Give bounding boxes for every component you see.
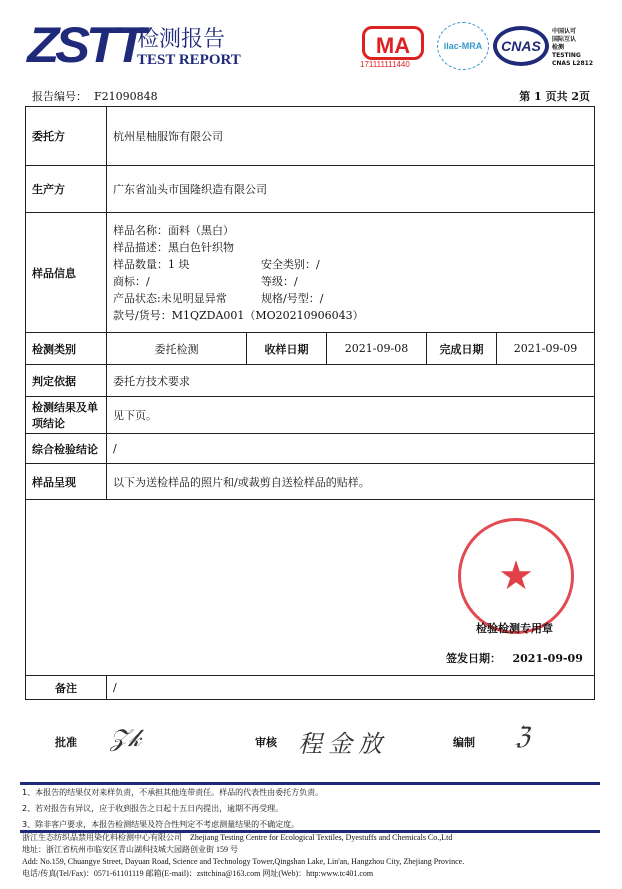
note: 2、若对报告有异议，应于收到报告之日起十五日内提出，逾期不再受理。 [22, 804, 284, 813]
address-cn: 地址：浙江省杭州市临安区青山湖科技城大园路创业街 159 号 [22, 845, 238, 854]
completed-label: 完成日期 [427, 333, 497, 365]
sign-date: 2021-09-09 [512, 652, 583, 665]
approve-label: 批准 [55, 736, 77, 749]
ilac-logo: ilac-MRA [437, 22, 489, 70]
results-value: 见下页。 [107, 397, 595, 434]
sample-area [26, 500, 595, 676]
product-status: 产品状态:未见明显异常 [113, 291, 227, 305]
report-number-label: 报告编号： [32, 90, 87, 103]
overall-value: / [107, 434, 595, 464]
approve-signature: 𝒵𝓀 [110, 724, 142, 752]
review-signature: 程金放 [298, 730, 388, 758]
presentation-label: 样品呈现 [26, 464, 107, 500]
sample-label: 样品信息 [26, 213, 107, 333]
grade: 等级：/ [261, 274, 298, 288]
review-label: 审核 [255, 736, 277, 749]
title-en: TEST REPORT [137, 52, 241, 68]
manufacturer-label: 生产方 [26, 166, 107, 213]
safety-category: 安全类别：/ [261, 257, 320, 271]
received-date: 2021-09-08 [327, 333, 427, 365]
cnas-line: 中国认可 [552, 28, 577, 35]
client-label: 委托方 [26, 107, 107, 166]
zstt-logo: ZSTT [27, 17, 142, 73]
sample-info [107, 213, 595, 333]
company-en: Zhejiang Testing Centre for Ecological Textiles, Dyestuffs and Chemicals Co.,Ltd [190, 833, 453, 842]
remarks-label: 备注 [26, 676, 107, 700]
basis-label: 判定依据 [26, 365, 107, 397]
report-number: F21090848 [94, 90, 158, 103]
sample-desc: 样品描述：黑白色针织物 [113, 240, 234, 254]
sample-name: 样品名称：面料（黑白） [113, 223, 234, 237]
presentation-value: 以下为送检样品的照片和/或裁剪自送检样品的贴样。 [107, 464, 595, 500]
cma-number: 171111111440 [360, 60, 410, 69]
test-type-value: 委托检测 [107, 333, 247, 365]
basis-value: 委托方技术要求 [107, 365, 595, 397]
sign-date-label: 签发日期： [446, 652, 501, 665]
cnas-line: 检测 [552, 44, 565, 51]
stamp-text: 检验检测专用章 [476, 622, 553, 635]
compile-signature: ℨ [515, 722, 530, 750]
received-label: 收样日期 [247, 333, 327, 365]
style-number: 款号/货号：M1QZDA001（MO20210906043） [113, 308, 364, 322]
client-value: 杭州星柚服饰有限公司 [107, 107, 595, 166]
compile-label: 编制 [453, 736, 475, 749]
completed-date: 2021-09-09 [497, 333, 595, 365]
sample-qty: 样品数量：1 块 [113, 257, 190, 271]
page-info: 第 1 页共 2页 [519, 90, 590, 103]
cnas-line: TESTING [552, 52, 581, 59]
size-model: 规格/号型：/ [261, 291, 324, 305]
results-label: 检测结果及单项结论 [26, 397, 107, 434]
manufacturer-value: 广东省汕头市国隆织造有限公司 [107, 166, 595, 213]
cnas-text [552, 28, 593, 68]
note: 1、本报告的结果仅对来样负责，不承担其他连带责任。样品的代表性由委托方负责。 [22, 788, 324, 797]
cnas-line: CNAS L2812 [552, 60, 594, 67]
trademark: 商标：/ [113, 274, 150, 288]
title-cn: 检测报告 [137, 27, 226, 52]
official-stamp: ★ [458, 518, 574, 634]
remarks-value: / [107, 676, 595, 700]
report-table [25, 106, 595, 700]
cnas-logo: CNAS [493, 26, 549, 66]
address-en: Add: No.159, Chuangye Street, Dayuan Road, Science and Technology Tower,Qingshan Lake, Lin'an, Hangzhou City, Zhejiang Province. [22, 857, 465, 866]
test-type-label: 检测类别 [26, 333, 107, 365]
overall-label: 综合检验结论 [26, 434, 107, 464]
note: 3、除非客户要求，本报告检测结果及符合性判定不考虑测量结果的不确定度。 [22, 820, 300, 829]
cnas-line: 国际互认 [552, 36, 577, 43]
company-cn: 浙江生态纺织品禁用染化料检测中心有限公司 [22, 833, 182, 842]
contact: 电话/传真(Tel/Fax)：0571-61101119 邮箱(E-mail)：zsttchina@163.com 网址(Web)：http:www.tc401.com [22, 869, 374, 878]
cma-logo: MA [362, 26, 424, 60]
